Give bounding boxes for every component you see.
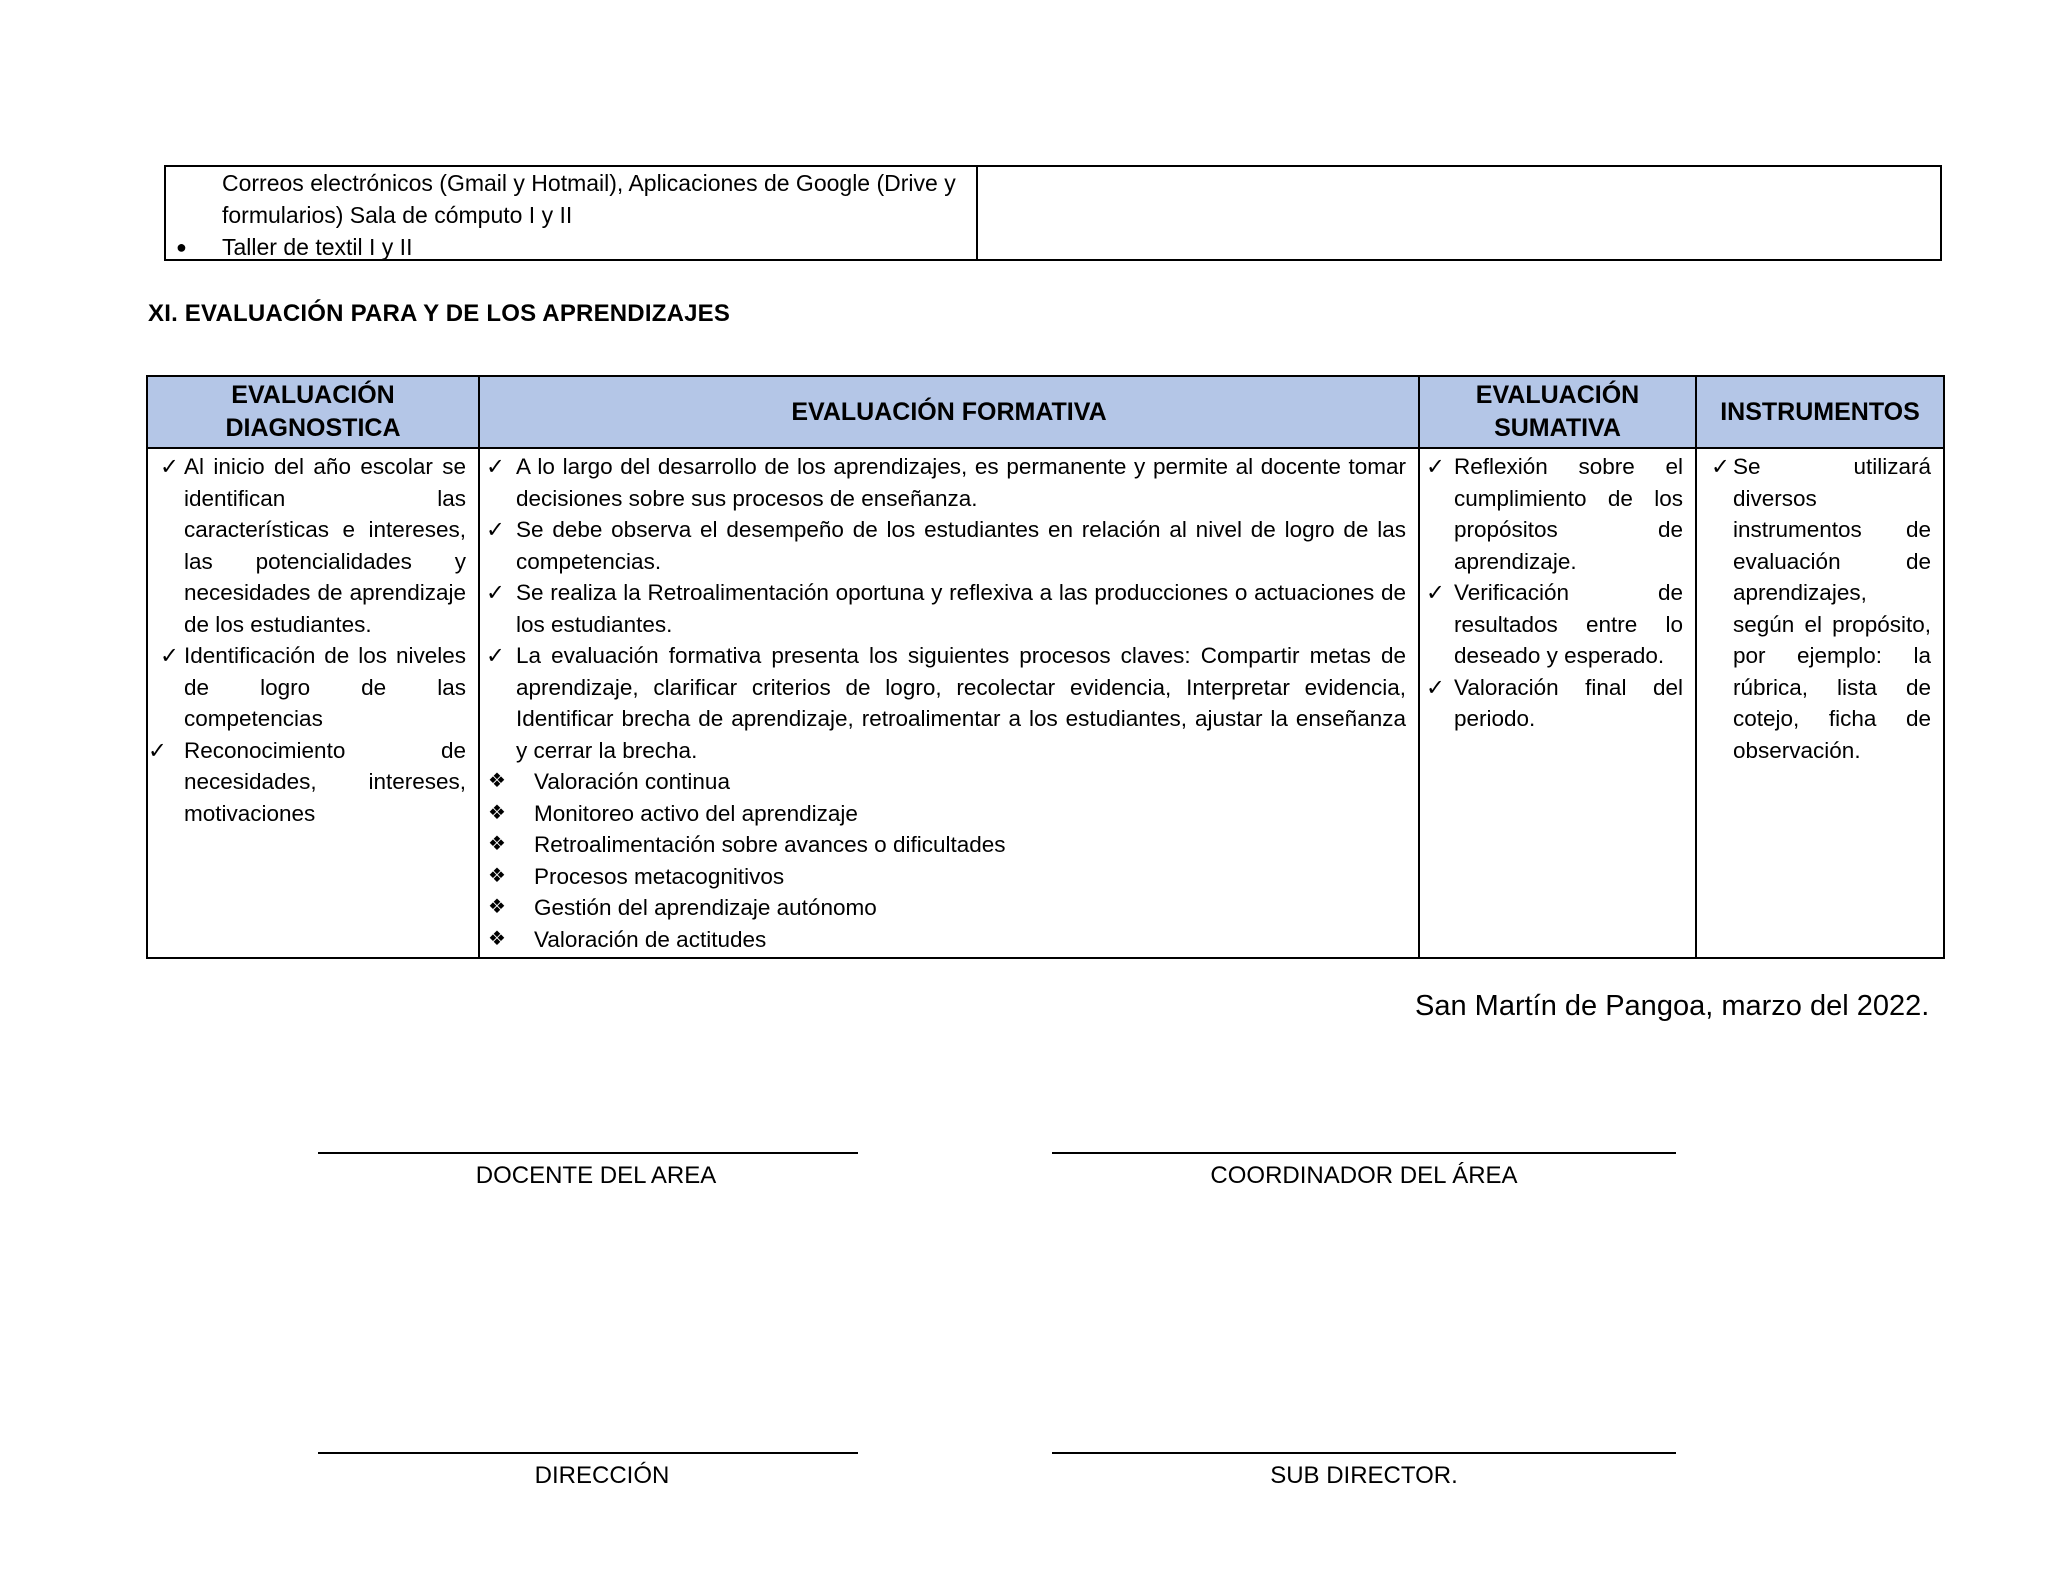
- diagnostica-text: Al inicio del año escolar se identifican las características e intereses, las potencialidades y necesidades de aprendizaje de los estudiantes.: [184, 454, 466, 637]
- signature-line-subdirector: [1052, 1452, 1676, 1454]
- check-icon: ✓: [486, 643, 505, 668]
- list-item: [480, 924, 1406, 956]
- diamond-bullet-icon: ❖: [488, 864, 506, 887]
- signature-line-coordinador: [1052, 1152, 1676, 1154]
- instrumentos-cell: [1696, 448, 1944, 958]
- signature-label-subdirector: SUB DIRECTOR.: [1270, 1462, 1458, 1489]
- check-icon: ✓: [1426, 580, 1445, 605]
- resources-cell: [166, 167, 978, 259]
- list-item: [1420, 672, 1683, 735]
- list-item: [148, 640, 466, 735]
- signature-label-docente: DOCENTE DEL AREA: [475, 1162, 717, 1189]
- header-diagnostica: EVALUACIÓN DIAGNOSTICA: [147, 376, 479, 448]
- check-icon: ✓: [486, 580, 505, 605]
- list-item: [480, 892, 1406, 924]
- list-item: [480, 861, 1406, 893]
- list-item: [480, 829, 1406, 861]
- resources-line: formularios) Sala de cómputo I y II: [222, 202, 573, 228]
- header-instrumentos: INSTRUMENTOS: [1696, 376, 1944, 448]
- resources-line: Correos electrónicos (Gmail y Hotmail), Aplicaciones de Google (Drive y: [222, 170, 956, 196]
- list-item: [480, 640, 1406, 766]
- diagnostica-text: Identificación de los niveles de logro de las competencias: [184, 643, 466, 731]
- formativa-text: Se debe observa el desempeño de los estudiantes en relación al nivel de logro de las competencias.: [516, 517, 1406, 574]
- header-sumativa: EVALUACIÓN SUMATIVA: [1419, 376, 1696, 448]
- diagnostica-cell: [147, 448, 479, 958]
- check-icon: ✓: [148, 737, 167, 763]
- formativa-text: La evaluación formativa presenta los siguientes procesos claves: Compartir metas de aprendizaje, clarificar criterios de logro, recolectar evidencia, Interpretar evidencia, Identificar brecha de aprendizaje, retroalimentar a los estudiantes, ajustar la enseñanza y cerrar la brecha.: [516, 643, 1406, 763]
- check-icon: ✓: [1426, 674, 1445, 700]
- check-icon: ✓: [160, 454, 179, 479]
- sumativa-text: Reflexión sobre el cumplimiento de los propósitos de aprendizaje.: [1454, 454, 1683, 574]
- diamond-bullet-icon: ❖: [488, 833, 506, 855]
- list-item: [1420, 451, 1683, 577]
- formativa-subitem-text: Valoración de actitudes: [534, 926, 767, 952]
- signature-line-docente: [318, 1152, 858, 1154]
- sumativa-text: Verificación de resultados entre lo deseado y esperado.: [1454, 580, 1683, 668]
- list-item: [148, 451, 466, 640]
- formativa-subitem-text: Gestión del aprendizaje autónomo: [534, 895, 877, 920]
- instrumentos-text: Se utilizará diversos instrumentos de evaluación de aprendizajes, según el propósito, por ejemplo: la rúbrica, lista de cotejo, ficha de observación.: [1733, 454, 1931, 763]
- signature-label-coordinador: COORDINADOR DEL ÁREA: [1210, 1162, 1518, 1189]
- resources-empty-cell: [978, 167, 1940, 259]
- list-item: [480, 451, 1406, 514]
- signature-label-direccion: DIRECCIÓN: [534, 1462, 670, 1489]
- formativa-subitem-text: Procesos metacognitivos: [534, 863, 785, 889]
- list-item: [148, 735, 466, 830]
- formativa-text: Se realiza la Retroalimentación oportuna y reflexiva a las producciones o actuaciones de los estudiantes.: [516, 580, 1406, 637]
- check-icon: ✓: [160, 643, 179, 668]
- formativa-subitem-text: Valoración continua: [534, 769, 730, 794]
- diamond-bullet-icon: ❖: [488, 896, 506, 918]
- place-date: San Martín de Pangoa, marzo del 2022.: [1415, 990, 1930, 1022]
- formativa-text: A lo largo del desarrollo de los aprendizajes, es permanente y permite al docente tomar decisiones sobre sus procesos de enseñanza.: [516, 454, 1406, 511]
- diamond-bullet-icon: ❖: [488, 801, 506, 824]
- formativa-cell: [479, 448, 1419, 958]
- evaluation-header-row: [147, 376, 1944, 448]
- diagnostica-text: Reconocimiento de necesidades, intereses, motivaciones: [184, 737, 466, 826]
- check-icon: ✓: [1711, 454, 1730, 479]
- signature-line-direccion: [318, 1452, 858, 1454]
- header-formativa: EVALUACIÓN FORMATIVA: [479, 376, 1419, 448]
- list-item: [480, 766, 1406, 798]
- check-icon: ✓: [486, 517, 505, 542]
- section-title: XI. EVALUACIÓN PARA Y DE LOS APRENDIZAJES: [148, 300, 731, 327]
- evaluation-body-row: [147, 448, 1944, 958]
- sumativa-text: Valoración final del periodo.: [1454, 674, 1683, 731]
- diamond-bullet-icon: ❖: [488, 927, 506, 950]
- list-item: [1697, 451, 1931, 766]
- evaluation-table: [146, 375, 1945, 959]
- resources-bullet-text: Taller de textil I y II: [222, 234, 413, 260]
- formativa-subitem-text: Monitoreo activo del aprendizaje: [534, 800, 858, 826]
- formativa-subitem-text: Retroalimentación sobre avances o dificultades: [534, 832, 1006, 857]
- bullet-icon: ●: [176, 237, 187, 257]
- list-item: [480, 798, 1406, 830]
- resources-table: [164, 165, 1942, 261]
- diamond-bullet-icon: ❖: [488, 770, 506, 792]
- list-item: [1420, 577, 1683, 672]
- check-icon: ✓: [1426, 454, 1445, 479]
- list-item: [480, 577, 1406, 640]
- list-item: [480, 514, 1406, 577]
- resources-bullet-item: [176, 231, 976, 263]
- sumativa-cell: [1419, 448, 1696, 958]
- check-icon: ✓: [486, 454, 505, 479]
